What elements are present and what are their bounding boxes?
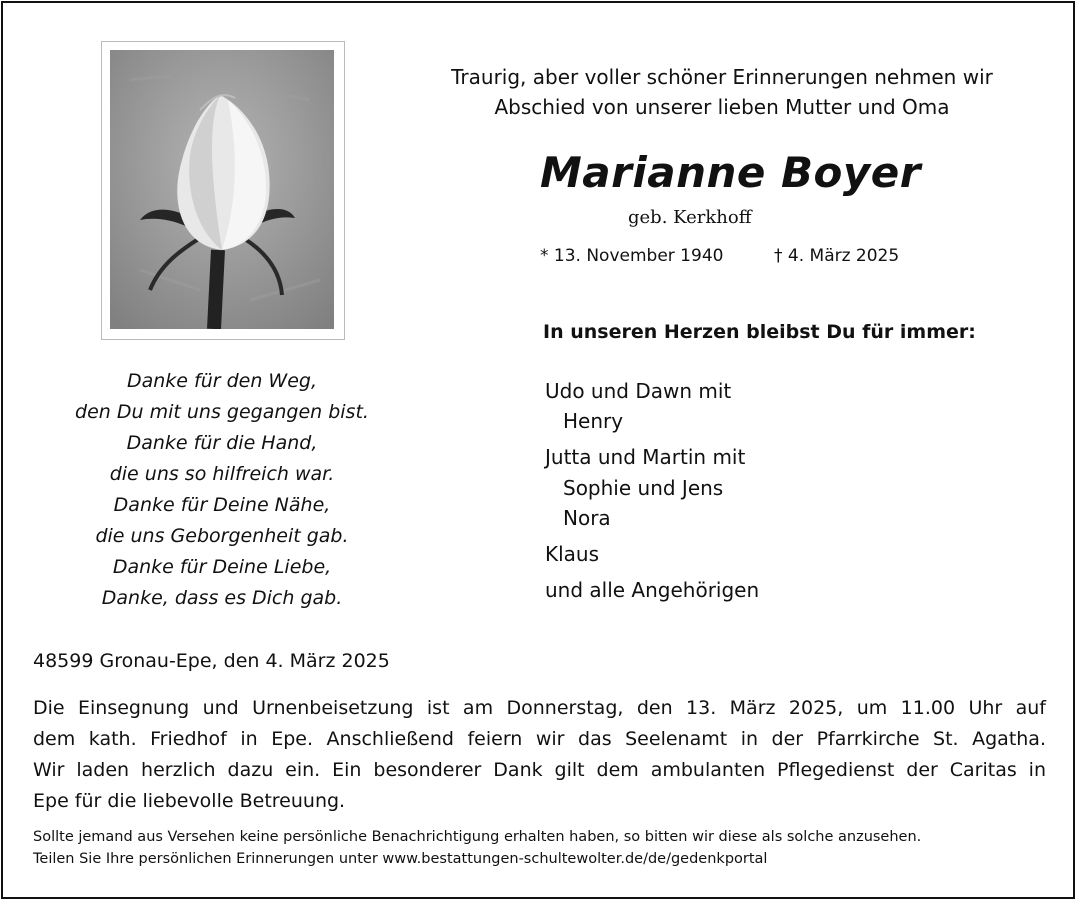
heart-heading: In unseren Herzen bleibst Du für immer:: [543, 321, 976, 343]
poem-line: Danke für Deine Liebe,: [112, 556, 332, 578]
footer-note: [33, 826, 921, 870]
rose-photo: [101, 41, 345, 340]
footer-line: Sollte jemand aus Versehen keine persönliche Benachrichtigung erhalten haben, so bitten wir diese als solche anzusehen.: [33, 829, 922, 845]
place-date: 48599 Gronau-Epe, den 4. März 2025: [33, 650, 390, 672]
family-member: Klaus: [545, 542, 600, 566]
footer-line: Teilen Sie Ihre persönlichen Erinnerungen unter www.bestattungen-schultewolter.de/de/gedenkportal: [33, 851, 768, 867]
family-member: Nora: [563, 506, 611, 530]
deceased-name: Marianne Boyer: [540, 148, 921, 197]
family-member: und alle Angehörigen: [545, 578, 760, 602]
poem-line: Danke, dass es Dich gab.: [101, 587, 343, 609]
poem-line: Danke für Deine Nähe,: [113, 494, 331, 516]
poem-line: die uns Geborgenheit gab.: [95, 525, 349, 547]
poem-line: die uns so hilfreich war.: [109, 463, 335, 485]
poem-line: den Du mit uns gegangen bist.: [75, 401, 369, 423]
intro-text: [420, 62, 1024, 122]
announcement-line: Die Einsegnung und Urnenbeisetzung ist am Donnerstag, den 13. März 2025, um 11.00 Uhr auf: [33, 697, 1046, 719]
announcement: [33, 693, 1046, 817]
poem: [52, 366, 392, 614]
poem-line: Danke für die Hand,: [126, 432, 318, 454]
death-date: † 4. März 2025: [774, 246, 900, 266]
announcement-line: Wir laden herzlich dazu ein. Ein besonderer Dank gilt dem ambulanten Pflegedienst der Caritas in: [33, 759, 1046, 781]
announcement-line: dem kath. Friedhof in Epe. Anschließend feiern wir das Seelenamt in der Pfarrkirche St. Agatha.: [33, 728, 1046, 750]
family-member: Henry: [563, 409, 624, 433]
birth-date: * 13. November 1940: [540, 246, 724, 266]
intro-line: Abschied von unserer lieben Mutter und Oma: [494, 95, 950, 119]
intro-line: Traurig, aber voller schöner Erinnerungen nehmen wir: [451, 65, 993, 89]
poem-line: Danke für den Weg,: [126, 370, 318, 392]
announcement-line: Epe für die liebevolle Betreuung.: [33, 790, 346, 812]
white-rose-bud-icon: [110, 50, 334, 329]
family-member: Sophie und Jens: [563, 476, 724, 500]
maiden-name: geb. Kerkhoff: [628, 207, 752, 228]
family-member: Udo und Dawn mit: [545, 379, 732, 403]
family-member: Jutta und Martin mit: [545, 445, 746, 469]
